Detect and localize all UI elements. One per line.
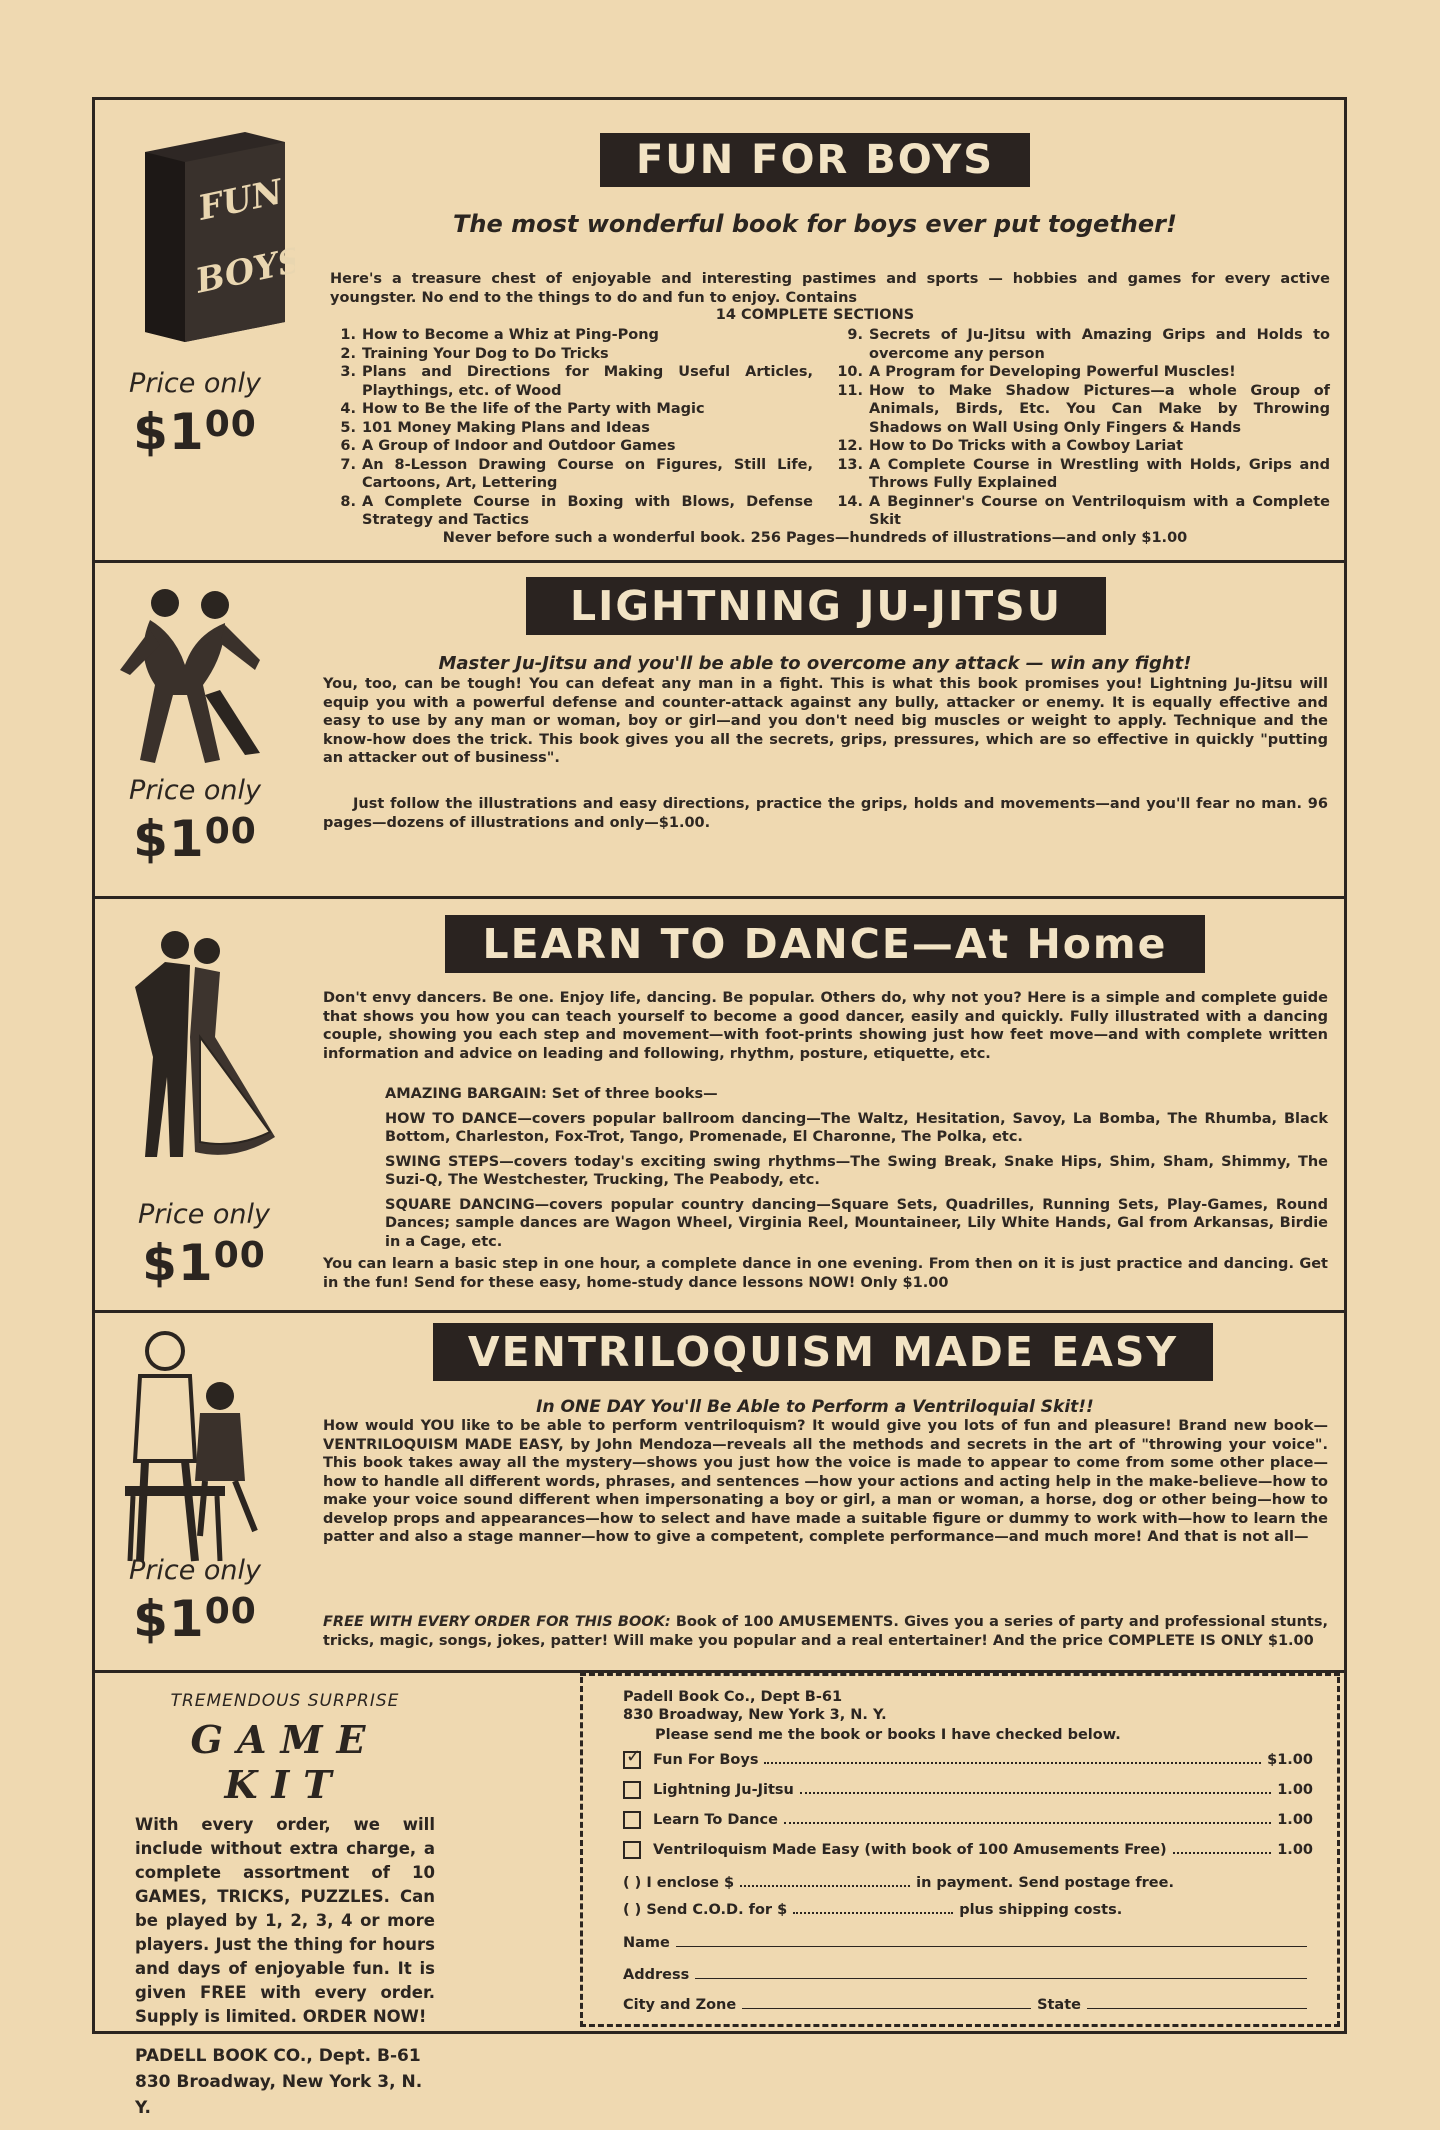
- leader-dots: [1173, 1842, 1272, 1854]
- price-cents: 00: [204, 404, 257, 445]
- order-item-label: Learn To Dance: [653, 1812, 778, 1828]
- enclose-suffix: in payment. Send postage free.: [916, 1875, 1174, 1891]
- contents-item-text: Secrets of Ju-Jitsu with Amazing Grips and Holds to overcome any person: [869, 327, 1330, 362]
- contents-item-text: A Complete Course in Boxing with Blows, Defense Strategy and Tactics: [362, 493, 813, 528]
- game-kit-address-line-2: 830 Broadway, New York 3, N. Y.: [135, 2072, 423, 2118]
- contents-item-text: How to Make Shadow Pictures—a whole Group of Animals, Birds, Etc. You Can Make by Throwing Shadows on Wall Using Only Fingers & Hands: [869, 382, 1330, 436]
- order-coupon: [580, 1677, 1340, 2027]
- price-label: Price only: [128, 368, 262, 399]
- order-item-label: Ventriloquism Made Easy (with book of 100 Amusements Free): [653, 1842, 1167, 1858]
- contents-item-number: 3.: [340, 364, 356, 380]
- leader-dots: [800, 1782, 1271, 1794]
- contents-item: [835, 437, 1330, 456]
- address-field[interactable]: [695, 1968, 1307, 1979]
- order-item-checkbox[interactable]: [623, 1781, 641, 1799]
- ventriloquism-body: How would YOU like to be able to perform ventriloquism? It would give you lots of fun and pleasure! Brand new book—VENTRILOQUISM MADE EASY, by John Mendoza—reveals all the methods and secrets in the art of "throwing your voice". This book takes away all the mystery—shows you just how the voice is made to appear to come from some other place—how to handle all different words, phrases, and sentences —how your actions and acting help in the make-believe—how to make your voice sound different when impersonating a boy or girl, a man or woman, a horse, dog or other being—how to develop props and appearances—how to select and have made a suitable figure or dummy to work with—how to learn the patter and also a stage manner—how to give a competent, complete performance—and much more! And that is not all—: [323, 1418, 1328, 1545]
- free-offer-label: FREE WITH EVERY ORDER FOR THIS BOOK:: [323, 1614, 671, 1630]
- book-cover-illustration: [95, 122, 295, 461]
- contents-item: [835, 382, 1330, 438]
- price-dollars: $1: [133, 810, 205, 868]
- fun-for-boys-closing: Never before such a wonderful book. 256 Pages—hundreds of illustrations—and only $1.00: [442, 530, 1188, 546]
- address-row[interactable]: [623, 1967, 1313, 1983]
- contents-item: [328, 326, 813, 345]
- contents-item-text: How to Become a Whiz at Ping-Pong: [362, 327, 659, 343]
- contents-item: [328, 456, 813, 493]
- contents-item-text: How to Do Tricks with a Cowboy Lariat: [869, 438, 1184, 454]
- price-amount: [95, 1590, 295, 1648]
- order-item-label: Fun For Boys: [653, 1752, 759, 1768]
- order-item-checkbox[interactable]: [623, 1841, 641, 1859]
- dance-section: [95, 899, 1344, 1313]
- game-kit-title: GAME KIT: [190, 1717, 380, 1807]
- square-dancing-description: SQUARE DANCING—covers popular country dancing—Square Sets, Quadrilles, Running Sets, Play-Games, Round Dances; sample dances are Wagon Wheel, Virginia Reel, Mountaineer, Lily White Hands, Gal from Arkansas, Birdie in a Cage, etc.: [385, 1196, 1328, 1250]
- cod-suffix: plus shipping costs.: [959, 1902, 1123, 1918]
- coupon-instruction: Please send me the book or books I have checked below.: [655, 1727, 1121, 1743]
- price-amount: [95, 403, 295, 461]
- order-item-row[interactable]: [623, 1781, 1313, 1799]
- bargain-heading: AMAZING BARGAIN: Set of three books—: [385, 1086, 718, 1102]
- contents-item-number: 11.: [837, 382, 863, 399]
- contents-item-text: A Group of Indoor and Outdoor Games: [362, 438, 676, 454]
- contents-item-text: Training Your Dog to Do Tricks: [362, 345, 609, 362]
- ju-jitsu-illustration: [95, 575, 295, 868]
- game-kit-address: [135, 2043, 435, 2121]
- ventriloquism-subtitle: In ONE DAY You'll Be Able to Perform a Ventriloquial Skit!!: [536, 1397, 1094, 1417]
- dance-body: Don't envy dancers. Be one. Enjoy life, dancing. Be popular. Others do, why not you? Here is a simple and complete guide that shows you how you can teach yourself to become a good dancer, easily and quickly. Fully illustrated with a dancing couple, showing you each step and movement—with foot-prints showing just how feet move—and with complete written information and advice on leading and following, rhythm, posture, etiquette, etc.: [323, 990, 1328, 1062]
- ju-jitsu-section: [95, 563, 1344, 899]
- order-item-checkbox[interactable]: [623, 1811, 641, 1829]
- coupon-top-border: [580, 1673, 1340, 1676]
- swing-steps-description: SWING STEPS—covers today's exciting swing rhythms—The Swing Break, Snake Hips, Shim, Sham, Shimmy, The Suzi-Q, The Westchester, Trucking, The Peabody, etc.: [385, 1153, 1328, 1188]
- cod-row[interactable]: [623, 1902, 1313, 1918]
- coupon-street: 830 Broadway, New York 3, N. Y.: [623, 1707, 887, 1723]
- game-kit-offer: [135, 1691, 435, 2121]
- contents-item: [835, 363, 1330, 382]
- ju-jitsu-subtitle: Master Ju-Jitsu and you'll be able to overcome any attack — win any fight!: [438, 653, 1192, 674]
- contents-item-number: 2.: [340, 345, 356, 362]
- contents-item: [835, 493, 1330, 530]
- dance-books-list: [323, 1085, 1328, 1251]
- contents-item-number: 8.: [340, 493, 356, 510]
- ventriloquism-title: VENTRILOQUISM MADE EASY: [433, 1323, 1213, 1381]
- price-label: Price only: [128, 1555, 262, 1586]
- contents-item: [328, 400, 813, 419]
- price-cents: 00: [213, 1235, 266, 1276]
- price-cents: 00: [204, 1591, 257, 1632]
- price-dollars: $1: [133, 403, 205, 461]
- order-item-label: Lightning Ju-Jitsu: [653, 1782, 794, 1798]
- contents-item-number: 4.: [340, 401, 356, 417]
- game-kit-surprise: TREMENDOUS SURPRISE: [170, 1691, 400, 1711]
- svg-text:BOYS: BOYS: [192, 240, 295, 302]
- contents-list-right: [835, 326, 1330, 530]
- coupon-company: Padell Book Co., Dept B-61: [623, 1689, 843, 1705]
- contents-item-number: 5.: [340, 419, 356, 436]
- order-item-price: 1.00: [1277, 1812, 1313, 1828]
- contents-item-text: A Complete Course in Wrestling with Holds, Grips and Throws Fully Explained: [869, 456, 1330, 491]
- order-item-checkbox[interactable]: [623, 1746, 642, 1769]
- contents-item-number: 10.: [837, 364, 863, 380]
- free-offer-text: Book of 100 AMUSEMENTS. Gives you a series of party and professional stunts, tricks, magic, songs, jokes, patter! Will make you popular and a real entertainer! And the price COMPLETE IS ONLY $1.00: [323, 1614, 1328, 1649]
- fun-for-boys-book-icon: [95, 122, 295, 352]
- city-label: City and Zone: [623, 1997, 737, 2013]
- dancing-couple-icon: [95, 917, 295, 1177]
- enclose-label: ( ) I enclose $: [623, 1875, 735, 1891]
- leader-dots: [784, 1812, 1271, 1824]
- order-item-price: 1.00: [1277, 1782, 1313, 1798]
- dance-closing: You can learn a basic step in one hour, a complete dance in one evening. From then on it is just practice and dancing. Get in the fun! Send for these easy, home-study dance lessons NOW! Only $1.00: [323, 1256, 1328, 1291]
- contents-item-number: 1.: [340, 327, 356, 343]
- state-field[interactable]: [1087, 1998, 1307, 2009]
- contents-item-number: 9.: [847, 327, 863, 343]
- price-label: Price only: [137, 1199, 271, 1230]
- contents-item: [328, 419, 813, 438]
- name-row[interactable]: [623, 1935, 1313, 1951]
- contents-item-number: 6.: [340, 438, 356, 454]
- contents-item-number: 14.: [837, 493, 863, 510]
- name-label: Name: [623, 1935, 670, 1951]
- city-state-row[interactable]: [623, 1997, 1313, 2013]
- contents-item-text: 101 Money Making Plans and Ideas: [362, 419, 650, 436]
- contents-item-number: 7.: [340, 456, 356, 473]
- ventriloquism-section: [95, 1313, 1344, 1673]
- address-label: Address: [623, 1967, 690, 1983]
- fun-for-boys-subtitle: The most wonderful book for boys ever put together!: [453, 210, 1177, 238]
- contents-item-number: 12.: [837, 438, 863, 454]
- contents-item-text: A Beginner's Course on Ventriloquism with a Complete Skit: [869, 493, 1330, 528]
- cod-label: ( ) Send C.O.D. for $: [623, 1902, 788, 1918]
- ju-jitsu-body: You, too, can be tough! You can defeat any man in a fight. This is what this book promises you! Lightning Ju-Jitsu will equip you with a powerful defense and counter-attack against any bully, attacker or enemy. It is equally effective and easy to use by any man or woman, boy or girl—and you don't need big muscles or weight to apply. Technique and the know-how does the trick. This book gives you all the secrets, grips, pressures, which are so effective in quickly "putting an attacker out of business".: [323, 676, 1328, 766]
- order-item-price: 1.00: [1277, 1842, 1313, 1858]
- contents-item: [835, 456, 1330, 493]
- leader-dots: [764, 1752, 1261, 1764]
- enclose-amount-field[interactable]: [740, 1875, 910, 1887]
- contents-item: [328, 363, 813, 400]
- game-kit-address-line-1: PADELL BOOK CO., Dept. B-61: [135, 2046, 421, 2066]
- city-field[interactable]: [742, 1998, 1031, 2009]
- order-item-row[interactable]: [623, 1746, 1313, 1769]
- enclose-payment-row[interactable]: [623, 1875, 1313, 1891]
- ju-jitsu-body-2: Just follow the illustrations and easy directions, practice the grips, holds and movements—and you'll fear no man. 96 pages—dozens of illustrations and only—$1.00.: [323, 796, 1328, 831]
- order-item-price: $1.00: [1267, 1752, 1313, 1768]
- wrestlers-icon: [95, 575, 295, 775]
- ju-jitsu-title: LIGHTNING JU-JITSU: [526, 577, 1106, 635]
- fun-for-boys-intro: Here's a treasure chest of enjoyable and interesting pastimes and sports — hobbies and games for every active youngster. No end to the things to do and fun to enjoy. Contains: [330, 271, 1330, 306]
- how-to-dance-description: HOW TO DANCE—covers popular ballroom dancing—The Waltz, Hesitation, Savoy, La Bomba, The Rhumba, Black Bottom, Charleston, Fox-Trot, Tango, Promenade, El Charonne, The Polka, etc.: [385, 1110, 1328, 1145]
- contents-item: [328, 493, 813, 530]
- price-dollars: $1: [133, 1590, 205, 1648]
- name-field[interactable]: [676, 1936, 1307, 1947]
- svg-text:FUN: FUN: [194, 172, 287, 229]
- price-amount: [95, 810, 295, 868]
- price-cents: 00: [204, 811, 257, 852]
- state-label: State: [1037, 1997, 1081, 2013]
- ventriloquist-icon: [95, 1321, 295, 1571]
- order-section: [95, 1673, 1344, 2118]
- order-item-row[interactable]: [623, 1841, 1313, 1859]
- contents-item-text: A Program for Developing Powerful Muscles!: [869, 364, 1236, 380]
- dance-illustration: [95, 917, 295, 1292]
- price-amount: [95, 1234, 295, 1292]
- contents-item: [328, 437, 813, 456]
- ventriloquism-illustration: [95, 1321, 295, 1648]
- contents-item-text: How to Be the life of the Party with Magic: [362, 401, 705, 417]
- sections-heading: 14 COMPLETE SECTIONS: [715, 307, 915, 323]
- advertisement-page: [92, 97, 1347, 2118]
- fun-for-boys-section: [95, 100, 1344, 563]
- fun-for-boys-title: FUN FOR BOYS: [600, 133, 1030, 187]
- game-kit-text: With every order, we will include without extra charge, a complete assortment of 10 GAMES, TRICKS, PUZZLES. Can be played by 1, 2, 3, 4 or more players. Just the thing for hours and days of enjoyable fun. It is given FREE with every order. Supply is limited. ORDER NOW!: [135, 1815, 435, 2026]
- contents-item-number: 13.: [837, 456, 863, 473]
- cod-amount-field[interactable]: [793, 1902, 953, 1914]
- contents-item-text: Plans and Directions for Making Useful Articles, Playthings, etc. of Wood: [362, 364, 813, 399]
- price-dollars: $1: [142, 1234, 214, 1292]
- contents-item: [328, 345, 813, 364]
- contents-item-text: An 8-Lesson Drawing Course on Figures, Still Life, Cartoons, Art, Lettering: [362, 456, 813, 491]
- ventriloquism-free-offer: [323, 1613, 1328, 1650]
- order-item-row[interactable]: [623, 1811, 1313, 1829]
- dance-title: LEARN TO DANCE—At Home: [445, 915, 1205, 973]
- check-mark-icon: ✓: [626, 1746, 642, 1767]
- contents-list-left: [328, 326, 813, 530]
- contents-item: [835, 326, 1330, 363]
- price-label: Price only: [128, 775, 262, 806]
